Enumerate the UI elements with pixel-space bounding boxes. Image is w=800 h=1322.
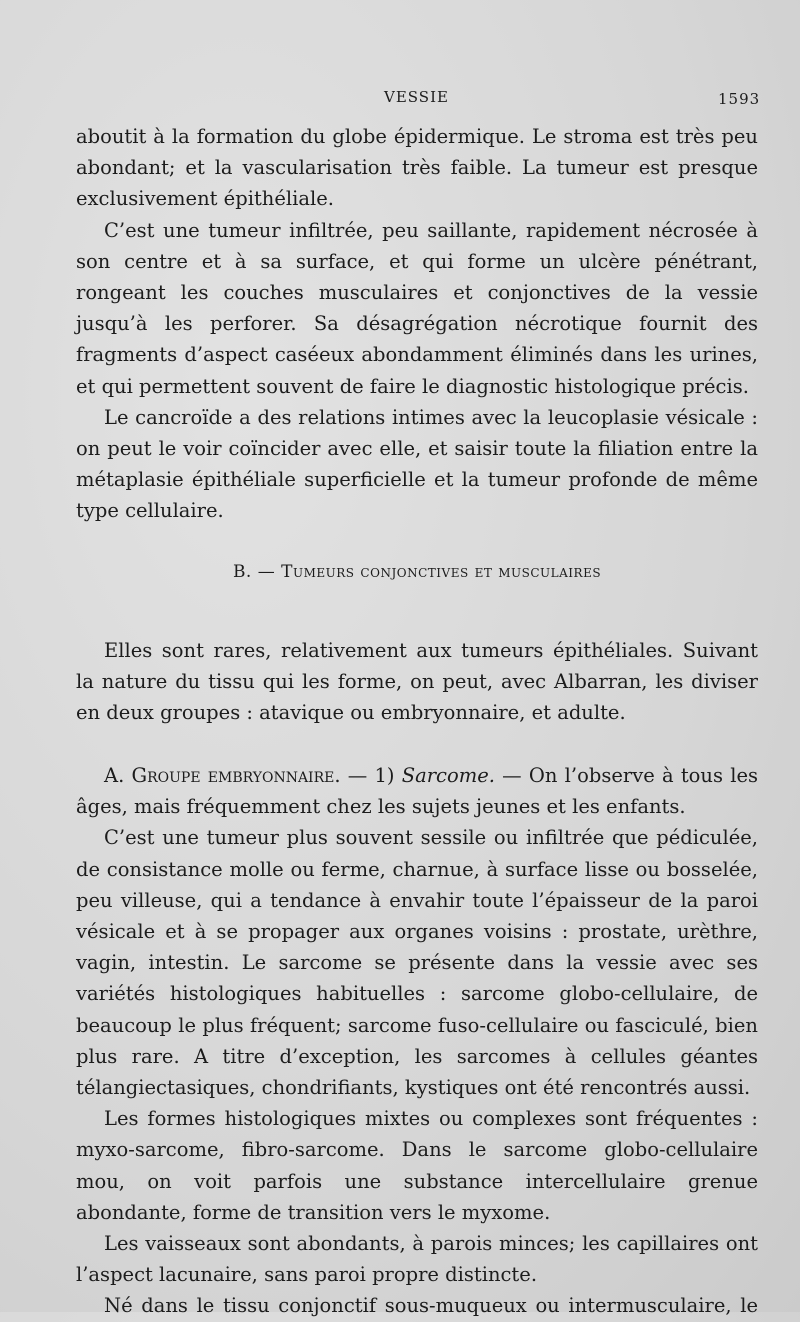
paragraph-tumeur-sessile: C’est une tumeur plus souvent sessile ou infiltrée que pédiculée, de consistance molle ou ferme, charnue, à surface lisse ou bosselée, peu villeuse, qui a tendance à envahir toute l’épaisseur de la paroi vésicale et à se propager aux organes voisins : prostate, urèthre, vagin, intestin. Le sarcome se présente dans la vessie avec ses variétés histologiques habituelles : sarcome globo-cellulaire, de beaucoup le plus fréquent; sarcome fuso-cellulaire ou fasciculé, bien plus rare. A titre d’exception, les sarcomes à cellules géantes télangiectasiques, chondrifiants, kystiques ont été rencontrés aussi. bbox=[76, 826, 758, 1100]
subsection-label: A. Groupe embryonnaire. bbox=[104, 764, 341, 787]
paragraph-intro: Elles sont rares, relativement aux tumeurs épithéliales. Suivant la nature du tissu qui les forme, on peut, avec Albarran, les diviser en deux groupes : atavique ou embryonnaire, et adulte. bbox=[76, 639, 758, 725]
paragraph-continuation: aboutit à la formation du globe épidermique. Le stroma est très peu abondant; et la vascularisation très faible. La tumeur est presque exclusivement épithéliale. bbox=[76, 125, 758, 211]
top-text-block bbox=[0, 121, 800, 527]
paragraph-cancroide: Le cancroïde a des relations intimes avec la leucoplasie vésicale : on peut le voir coïncider avec elle, et saisir toute la filiation entre la métaplasie épithéliale superficielle et la tumeur profonde de même type cellulaire. bbox=[76, 405, 758, 523]
section-heading-title: Tumeurs conjonctives et musculaires bbox=[281, 562, 602, 582]
running-header bbox=[0, 88, 800, 112]
paragraph-vaisseaux: Les vaisseaux sont abondants, à parois minces; les capillaires ont l’aspect lacunaire, sans paroi propre distincte. bbox=[76, 1232, 758, 1287]
subsection-separator: — 1) bbox=[340, 764, 402, 787]
page-number: 1593 bbox=[718, 90, 761, 108]
paragraph-formes-mixtes: Les formes histologiques mixtes ou complexes sont fréquentes : myxo-sarcome, fibro-sarcome. Dans le sarcome globo-cellulaire mou, on voit parfois une substance intercellulaire grenue abondante, forme de transition vers le myxome. bbox=[76, 1107, 758, 1224]
paragraph-sarcome bbox=[76, 760, 758, 822]
section-heading bbox=[76, 562, 758, 582]
section-heading-prefix: B. — bbox=[232, 562, 282, 582]
subsection-term: Sarcome. bbox=[401, 764, 495, 787]
running-title: VESSIE bbox=[384, 88, 449, 106]
bottom-text-block bbox=[0, 760, 800, 1322]
subsection-text: — On l’observe à tous les âges, mais fréquemment chez les sujets jeunes et les enfants. bbox=[76, 764, 758, 819]
paragraph-tumeur-infiltree: C’est une tumeur infiltrée, peu saillante, rapidement nécrosée à son centre et à sa surface, et qui forme un ulcère pénétrant, rongeant les couches musculaires et conjonctives de la vessie jusqu’à les perforer. Sa désagrégation nécrotique fournit des fragments d’aspect caséeux abondamment éliminés dans les urines, et qui permettent souvent de faire le diagnostic histologique précis. bbox=[76, 218, 758, 398]
paragraph-ne-dans: Né dans le tissu conjonctif sous-muqueux ou intermusculaire, le bbox=[104, 1294, 758, 1318]
